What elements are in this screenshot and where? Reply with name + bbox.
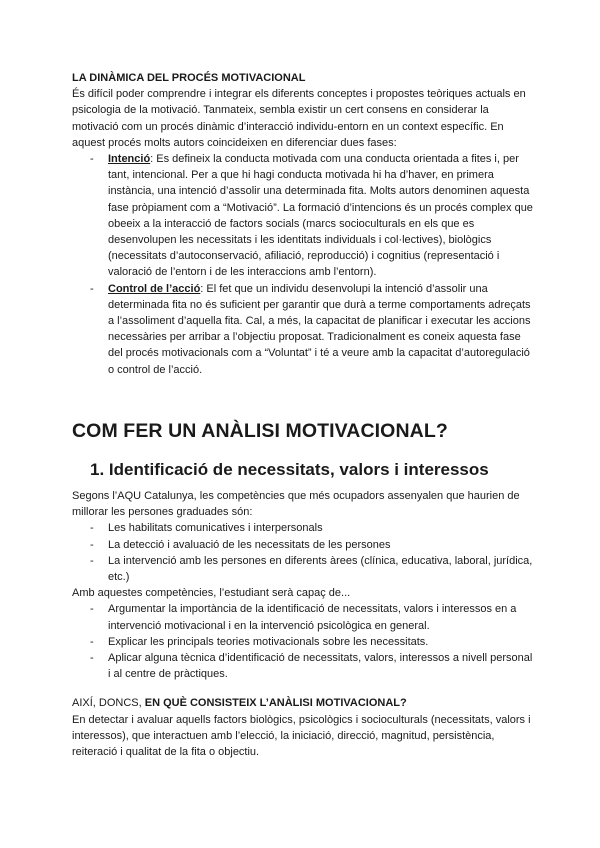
term-bold: Intenció: [108, 153, 151, 166]
bullet-dash: -: [90, 538, 94, 551]
phase-text: : Es defineix la conducta motivada com una conducta orientada a fites i, per tant, intencional. Per a que hi hagi conducta motivada hi ha d’haver, en primera instància, una intenció d’assolir una determinada fita. Molts autors denominen aquesta fase pròpiament com a “Motivació”. La formació d’intencions és un procés complex que obeeix a la interacció de factors socials (marcs socioculturals en els que es desenvolupen les necessitats i les identitats individuals i col·lectives), biològics (necessitats d’autoconservació, afiliació, reproducció) i cognitius (representació i valoració de l’entorn i de les interaccions amb l’entorn).: [108, 153, 533, 279]
bullet-dash: -: [90, 282, 94, 295]
competence-text: La detecció i avaluació de les necessitats de les persones: [108, 538, 391, 551]
after-competences: Amb aquestes competències, l’estudiant serà capaç de...: [72, 587, 351, 600]
term-bold: Control de l’acció: [108, 282, 201, 295]
list-item: [90, 553, 536, 585]
question-prefix: AIXÍ, DONCS,: [72, 697, 145, 710]
bullet-dash: -: [90, 603, 94, 616]
list-item: [90, 537, 536, 553]
subsection-title: 1. Identificació de necessitats, valors i interessos: [90, 460, 489, 479]
phases-list: [72, 151, 536, 378]
list-item: [90, 151, 536, 281]
ability-text: Aplicar alguna tècnica d’identificació de necessitats, valors, interessos a nivell personal i al centre de pràctiques.: [108, 652, 533, 681]
bullet-dash: -: [90, 153, 94, 166]
bullet-dash: -: [90, 522, 94, 535]
section-dinamica: [72, 70, 536, 378]
question-line: [72, 695, 536, 711]
competence-text: La intervenció amb les persones en diferents àrees (clínica, educativa, laboral, jurídica, etc.): [108, 554, 533, 584]
abilities-list: [72, 601, 536, 682]
ability-text: Argumentar la importància de la identificació de necessitats, valors i interessos en a intervenció motivacional i en la intervenció psicològica en general.: [108, 603, 517, 632]
section-heading: LA DINÀMICA DEL PROCÉS MOTIVACIONAL: [72, 72, 306, 84]
aqu-intro: Segons l’AQU Catalunya, les competències que més ocupadors assenyalen que haurien de millorar les persones graduades són:: [72, 490, 520, 519]
bullet-dash: -: [90, 635, 94, 648]
list-item: [90, 520, 536, 536]
list-item: [90, 634, 536, 650]
main-title: COM FER UN ANÀLISI MOTIVACIONAL?: [72, 420, 448, 442]
list-item: [90, 650, 536, 682]
phase-text: : El fet que un individu desenvolupi la intenció d’assolir una determinada fita no és suficient per garantir que durà a terme comportaments adreçats a l’assoliment d’aquella fita. Cal, a més, la capacitat de planificar i executar les accions necessàries per arribar a l’objectiu proposat. Tradicionalment es coneix aquesta fase del procés motivacionals com a “Voluntat” i té a veure amb la capacitat d’autoregulació o control de l’acció.: [108, 282, 531, 376]
ability-text: Explicar les principals teories motivacionals sobre les necessitats.: [108, 635, 429, 648]
subsection-body: [72, 488, 536, 760]
list-item: [90, 601, 536, 633]
competences-list: [72, 520, 536, 585]
bullet-dash: -: [90, 652, 94, 665]
bullet-dash: -: [90, 554, 94, 567]
question-bold: EN QUÈ CONSISTEIX L’ANÀLISI MOTIVACIONAL?: [144, 697, 407, 710]
list-item: [90, 281, 536, 378]
competence-text: Les habilitats comunicatives i interpersonals: [108, 522, 323, 535]
intro-paragraph: És difícil poder comprendre i integrar els diferents conceptes i propostes teòriques actuals en psicologia de la motivació. Tanmateix, sembla existir un cert consens en considerar la motivació com un procés dinàmic d’interacció individu-entorn en un context específic. En aquest procés molts autors coincideixen en diferenciar dues fases:: [72, 88, 526, 149]
answer-paragraph: En detectar i avaluar aquells factors biològics, psicològics i socioculturals (necessitats, valors i interessos), que interactuen amb l’elecció, la iniciació, direcció, magnitud, persistència, reiteració i qualitat de la fita o objectiu.: [72, 713, 531, 759]
